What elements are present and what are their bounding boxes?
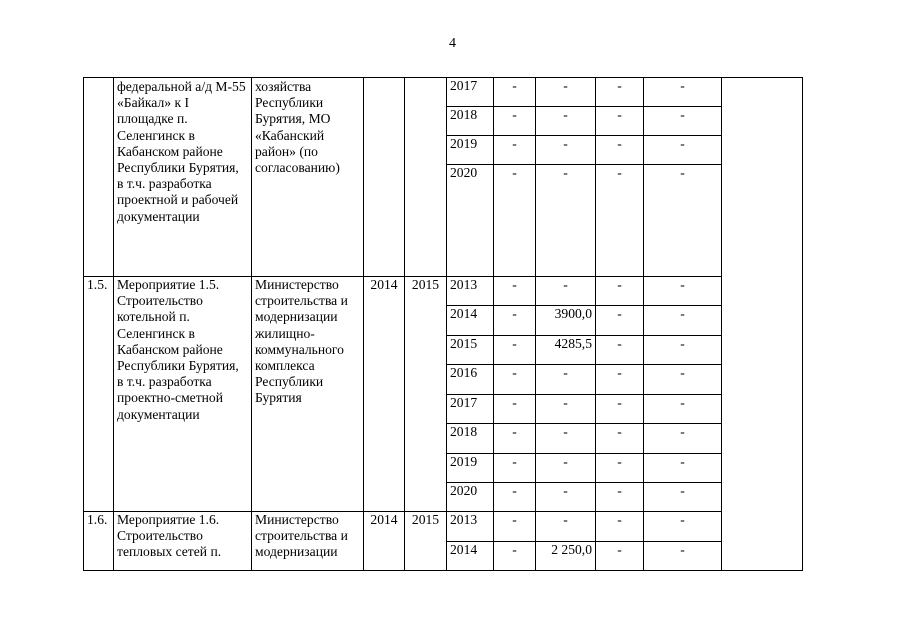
funding-cell-c1: - bbox=[494, 277, 536, 306]
measure-number bbox=[84, 78, 114, 277]
funding-cell-c1: - bbox=[494, 395, 536, 424]
year-cell: 2019 bbox=[447, 136, 494, 165]
funding-cell-c4: - bbox=[644, 542, 722, 571]
start-year bbox=[364, 78, 405, 277]
measure-executor: хозяйства Республики Бурятия, МО «Кабанский район» (по согласованию) bbox=[252, 78, 364, 277]
funding-cell-c4: - bbox=[644, 483, 722, 512]
funding-cell-c1: - bbox=[494, 165, 536, 277]
year-cell: 2013 bbox=[447, 277, 494, 306]
funding-cell-c2: 4285,5 bbox=[536, 336, 596, 365]
year-cell: 2017 bbox=[447, 395, 494, 424]
table-body bbox=[84, 78, 803, 571]
funding-cell-c4: - bbox=[644, 454, 722, 483]
measure-number: 1.6. bbox=[84, 512, 114, 571]
funding-cell-c3: - bbox=[596, 454, 644, 483]
funding-cell-c3: - bbox=[596, 483, 644, 512]
funding-cell-c1: - bbox=[494, 306, 536, 336]
funding-cell-c4: - bbox=[644, 306, 722, 336]
funding-cell-c1: - bbox=[494, 454, 536, 483]
end-year bbox=[405, 78, 447, 277]
funding-cell-c2: - bbox=[536, 136, 596, 165]
measure-name: федеральной а/д М-55 «Байкал» к I площадке п. Селенгинск в Кабанском районе Республики Бурятия, в т.ч. разработка проектной и рабочей документации bbox=[114, 78, 252, 277]
funding-cell-c2: - bbox=[536, 454, 596, 483]
funding-cell-c1: - bbox=[494, 107, 536, 136]
year-cell: 2015 bbox=[447, 336, 494, 365]
funding-cell-c4: - bbox=[644, 277, 722, 306]
funding-cell-c1: - bbox=[494, 78, 536, 107]
funding-cell-c4: - bbox=[644, 136, 722, 165]
year-cell: 2018 bbox=[447, 107, 494, 136]
funding-cell-c4: - bbox=[644, 365, 722, 395]
funding-cell-c4: - bbox=[644, 78, 722, 107]
funding-cell-c1: - bbox=[494, 136, 536, 165]
funding-cell-c2: - bbox=[536, 78, 596, 107]
funding-cell-c2: 2 250,0 bbox=[536, 542, 596, 571]
measure-executor: Министерство строительства и модернизации bbox=[252, 512, 364, 571]
funding-cell-c2: 3900,0 bbox=[536, 306, 596, 336]
funding-cell-c2: - bbox=[536, 165, 596, 277]
measure-name: Мероприятие 1.6. Строительство тепловых сетей п. bbox=[114, 512, 252, 571]
funding-cell-c2: - bbox=[536, 424, 596, 454]
year-cell: 2020 bbox=[447, 483, 494, 512]
funding-cell-c1: - bbox=[494, 424, 536, 454]
end-year: 2015 bbox=[405, 512, 447, 571]
funding-cell-c1: - bbox=[494, 542, 536, 571]
table-row bbox=[84, 78, 803, 107]
funding-cell-c4: - bbox=[644, 395, 722, 424]
year-cell: 2014 bbox=[447, 306, 494, 336]
year-cell: 2019 bbox=[447, 454, 494, 483]
table-row bbox=[84, 277, 803, 306]
funding-cell-c1: - bbox=[494, 512, 536, 542]
measure-number: 1.5. bbox=[84, 277, 114, 512]
funding-cell-c3: - bbox=[596, 512, 644, 542]
funding-cell-c1: - bbox=[494, 336, 536, 365]
funding-cell-c3: - bbox=[596, 542, 644, 571]
year-cell: 2013 bbox=[447, 512, 494, 542]
start-year: 2014 bbox=[364, 512, 405, 571]
end-year: 2015 bbox=[405, 277, 447, 512]
funding-cell-c1: - bbox=[494, 483, 536, 512]
year-cell: 2017 bbox=[447, 78, 494, 107]
funding-cell-c4: - bbox=[644, 512, 722, 542]
funding-cell-c4: - bbox=[644, 336, 722, 365]
page-number: 4 bbox=[449, 36, 456, 51]
funding-cell-c3: - bbox=[596, 136, 644, 165]
funding-cell-c3: - bbox=[596, 424, 644, 454]
funding-cell-c4: - bbox=[644, 165, 722, 277]
funding-cell-c1: - bbox=[494, 365, 536, 395]
start-year: 2014 bbox=[364, 277, 405, 512]
funding-cell-c3: - bbox=[596, 277, 644, 306]
funding-cell-c3: - bbox=[596, 165, 644, 277]
measure-executor: Министерство строительства и модернизации жилищно-коммунального комплекса Республики Бурятия bbox=[252, 277, 364, 512]
funding-cell-c2: - bbox=[536, 395, 596, 424]
notes-column bbox=[722, 78, 803, 571]
funding-cell-c3: - bbox=[596, 306, 644, 336]
funding-cell-c3: - bbox=[596, 107, 644, 136]
program-measures-table bbox=[83, 77, 803, 571]
funding-cell-c4: - bbox=[644, 424, 722, 454]
funding-cell-c4: - bbox=[644, 107, 722, 136]
funding-cell-c3: - bbox=[596, 78, 644, 107]
measure-name: Мероприятие 1.5. Строительство котельной п. Селенгинск в Кабанском районе Республики Бурятия, в т.ч. разработка проектно-сметной документации bbox=[114, 277, 252, 512]
year-cell: 2016 bbox=[447, 365, 494, 395]
funding-cell-c2: - bbox=[536, 365, 596, 395]
year-cell: 2014 bbox=[447, 542, 494, 571]
funding-cell-c3: - bbox=[596, 395, 644, 424]
funding-cell-c3: - bbox=[596, 365, 644, 395]
funding-cell-c2: - bbox=[536, 483, 596, 512]
table-row bbox=[84, 512, 803, 542]
funding-cell-c2: - bbox=[536, 107, 596, 136]
funding-cell-c2: - bbox=[536, 277, 596, 306]
funding-cell-c3: - bbox=[596, 336, 644, 365]
year-cell: 2018 bbox=[447, 424, 494, 454]
year-cell: 2020 bbox=[447, 165, 494, 277]
funding-cell-c2: - bbox=[536, 512, 596, 542]
